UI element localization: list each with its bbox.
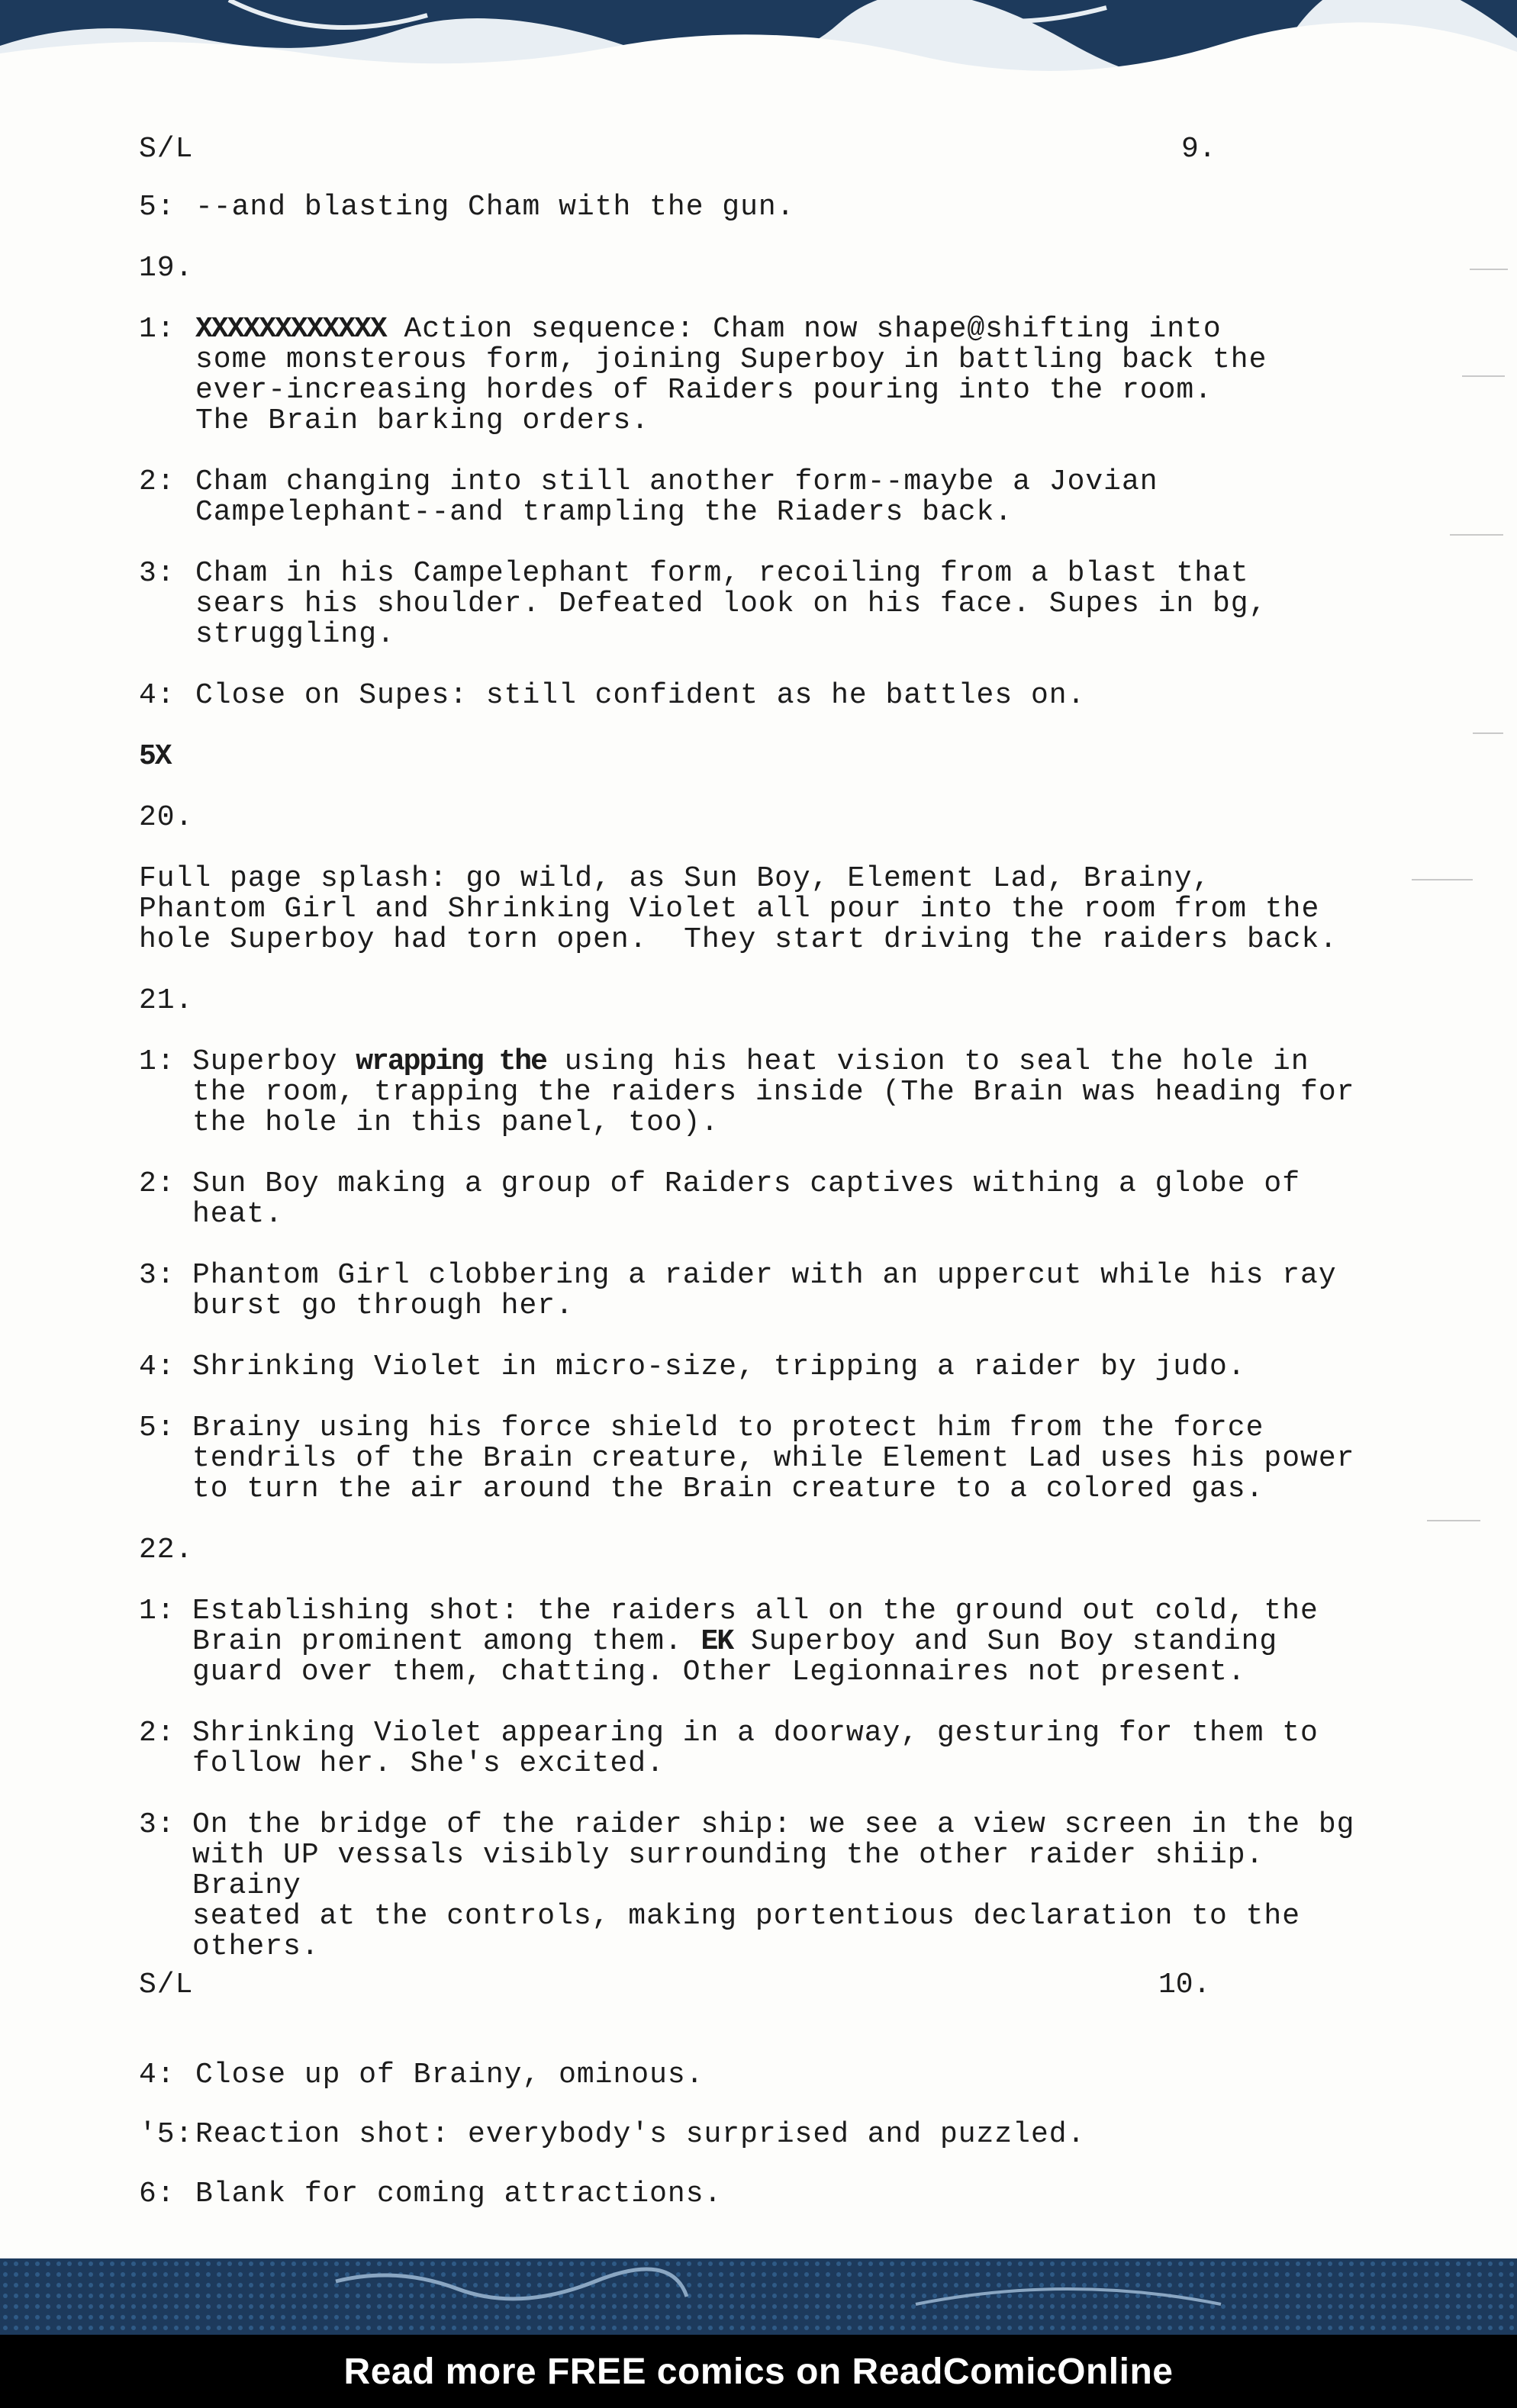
- panel-number: 3:: [139, 1259, 176, 1292]
- panel-number: 2:: [139, 465, 176, 498]
- panel-number: 5:: [139, 191, 176, 224]
- panel-text: Brainy using his force shield to protect him from the force tendrils of the Brain creature, while Element Lad uses his power to turn the air around the Brain creature to a colored gas.: [192, 1412, 1355, 1505]
- paper-speck: [1470, 269, 1508, 270]
- panel-text: Cham in his Campelephant form, recoiling from a blast that sears his shoulder. Defeated look on his face. Supes in bg, struggling.: [195, 557, 1267, 651]
- panel-number: 2:: [139, 1717, 176, 1750]
- struck-out-text: wrapping the: [356, 1045, 546, 1078]
- paper-speck: [1462, 375, 1505, 377]
- splash-description: Full page splash: go wild, as Sun Boy, Element Lad, Brainy, Phantom Girl and Shrinking Violet all pour into the room from the hole Superboy had torn open. They start driving the raiders back.: [139, 862, 1338, 956]
- page-number: 9.: [1181, 133, 1216, 166]
- paper-speck: [1427, 1520, 1480, 1521]
- panel-item: [139, 1047, 1375, 1138]
- footer-promo-text[interactable]: Read more FREE comics on ReadComicOnline: [343, 2351, 1174, 2392]
- panel-item: [139, 1808, 1375, 1963]
- paper-speck: [1412, 879, 1473, 880]
- panel-text: Blank for coming attractions.: [195, 2178, 723, 2210]
- top-decorative-band: [0, 0, 1517, 73]
- panel-text: Sun Boy making a group of Raiders captives withing a globe of heat.: [192, 1167, 1301, 1231]
- page-number: 10.: [1158, 1969, 1211, 2001]
- panel-text: Close up of Brainy, ominous.: [195, 2059, 704, 2091]
- panel-number: 4:: [139, 2059, 176, 2091]
- footer-bar: [0, 2335, 1517, 2408]
- panel-item: [139, 559, 1375, 650]
- page-heading: 21.: [139, 984, 194, 1017]
- panel-text: Reaction shot: everybody's surprised and puzzled.: [195, 2118, 1086, 2151]
- page-header-left: S/L: [139, 133, 194, 166]
- panel-text: Close on Supes: still confident as he battles on.: [195, 679, 1086, 712]
- panel-number: 4:: [139, 679, 176, 712]
- panel-text: [195, 314, 1386, 436]
- panel-text: Phantom Girl clobbering a raider with an uppercut while his ray burst go through her.: [192, 1259, 1337, 1322]
- panel-text: [192, 1596, 1383, 1688]
- struck-out-text: EK: [701, 1625, 733, 1658]
- page-heading: 20.: [139, 801, 194, 834]
- panel-item: [139, 1596, 1375, 1688]
- page-heading: 19.: [139, 252, 194, 285]
- bottom-band-artwork: [0, 2258, 1517, 2335]
- panel-number: 6:: [139, 2178, 176, 2210]
- panel-text: Shrinking Violet appearing in a doorway, gesturing for them to follow her. She's excited.: [192, 1717, 1319, 1780]
- panel-item: [139, 681, 1375, 711]
- panel-number: 1:: [139, 1045, 176, 1078]
- page-heading: 22.: [139, 1534, 194, 1566]
- top-band-artwork: [0, 0, 1517, 73]
- panel-text-body: Establishing shot: the raiders all on the ground out cold, the Brain prominent among them.: [192, 1595, 1319, 1658]
- panel-item: [139, 1718, 1375, 1779]
- panel-number: 4:: [139, 1350, 176, 1383]
- panel-item: [139, 1413, 1375, 1505]
- panel-text-tail: Superboy and Sun Boy standing guard over them, chatting. Other Legionnaires not present.: [192, 1625, 1278, 1688]
- panel-text: --and blasting Cham with the gun.: [195, 191, 795, 224]
- panel-item: [139, 2060, 1375, 2091]
- panel-number: 1:: [139, 1595, 176, 1627]
- panel-number: 1:: [139, 313, 176, 346]
- panel-item: [139, 1169, 1375, 1230]
- panel-text: On the bridge of the raider ship: we see a view screen in the bg with UP vessals visibly surrounding the other raider shiip. Brainy seated at the controls, making portentious declaration to the others.: [192, 1808, 1355, 1963]
- paper-speck: [1473, 732, 1503, 734]
- panel-number: 2:: [139, 1167, 176, 1200]
- panel-item: [139, 2120, 1375, 2150]
- panel-number: 3:: [139, 557, 176, 590]
- panel-item: [139, 1352, 1375, 1383]
- page-header-left: S/L: [139, 1969, 194, 2001]
- panel-text-body: using his heat vision to seal the hole in the room, trapping the raiders inside (The Brain was heading for the hole in this panel, too).: [192, 1045, 1355, 1139]
- panel-item: [139, 467, 1375, 528]
- panel-text: Cham changing into still another form--maybe a Jovian Campelephant--and trampling the Riaders back.: [195, 465, 1158, 529]
- panel-number: 5:: [139, 1412, 176, 1444]
- panel-text: Shrinking Violet in micro-size, tripping a raider by judo.: [192, 1350, 1246, 1383]
- panel-text-body: Action sequence: Cham now shape@shifting into some monsterous form, joining Superboy in battling back the ever-increasing hordes of Raiders pouring into the room. The Brain barking orders.: [195, 313, 1267, 437]
- panel-text: [192, 1047, 1383, 1138]
- panel-text-lead: Superboy: [192, 1045, 356, 1078]
- panel-item: [139, 2179, 1375, 2210]
- struck-out-text: XXXXXXXXXXXX: [195, 313, 386, 346]
- paper-speck: [1450, 534, 1503, 536]
- panel-item: [139, 1260, 1375, 1322]
- panel-item: [139, 314, 1375, 436]
- panel-number: 3:: [139, 1808, 176, 1841]
- panel-number: '5:: [139, 2118, 194, 2151]
- struck-out-mark: 5X: [139, 740, 171, 773]
